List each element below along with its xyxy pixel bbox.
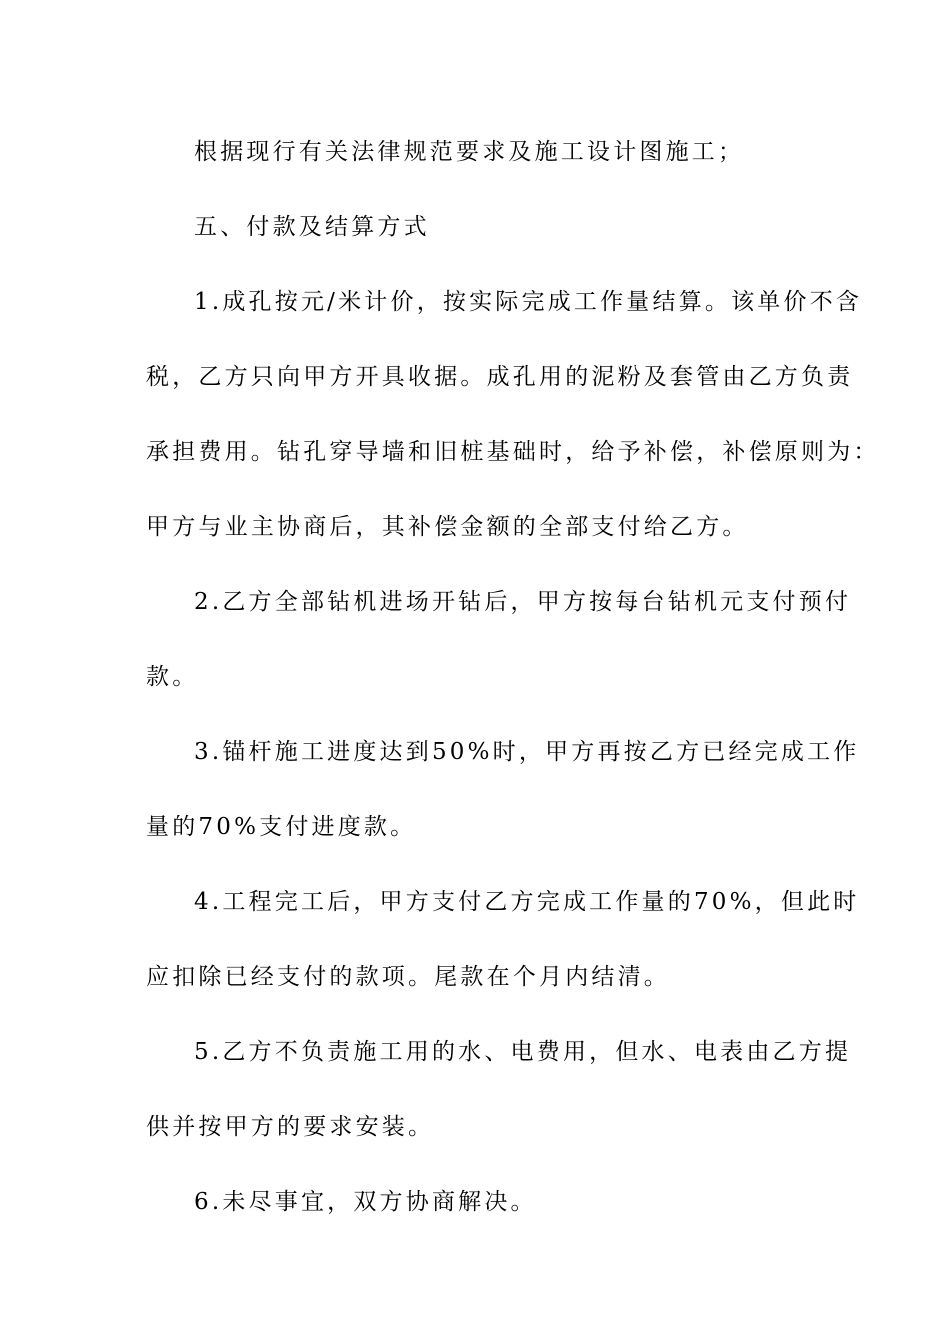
paragraph-line: 4.工程完工后，甲方支付乙方完成工作量的70%，但此时 [194,889,860,915]
paragraph-line: 3.锚杆施工进度达到50%时，甲方再按乙方已经完成工作 [194,739,860,765]
paragraph-line: 6.未尽事宜，双方协商解决。 [194,1189,537,1215]
paragraph-line: 税，乙方只向甲方开具收据。成孔用的泥粉及套管由乙方负责 [146,364,854,390]
paragraph-line: 应扣除已经支付的款项。尾款在个月内结清。 [146,964,670,990]
paragraph-line: 5.乙方不负责施工用的水、电费用，但水、电表由乙方提 [194,1039,852,1065]
paragraph-line: 量的70%支付进度款。 [146,814,417,840]
paragraph-line: 根据现行有关法律规范要求及施工设计图施工； [194,139,745,165]
paragraph-line: 承担费用。钻孔穿导墙和旧桩基础时，给予补偿，补偿原则为： [146,439,880,465]
paragraph-line: 甲方与业主协商后，其补偿金额的全部支付给乙方。 [146,514,749,540]
paragraph-line: 供并按甲方的要求安装。 [146,1114,435,1140]
section-heading: 五、付款及结算方式 [194,214,430,240]
paragraph-line: 1.成孔按元/米计价，按实际完成工作量结算。该单价不含 [194,289,863,315]
paragraph-line: 款。 [146,664,199,690]
paragraph-line: 2.乙方全部钻机进场开钻后，甲方按每台钻机元支付预付 [194,589,852,615]
